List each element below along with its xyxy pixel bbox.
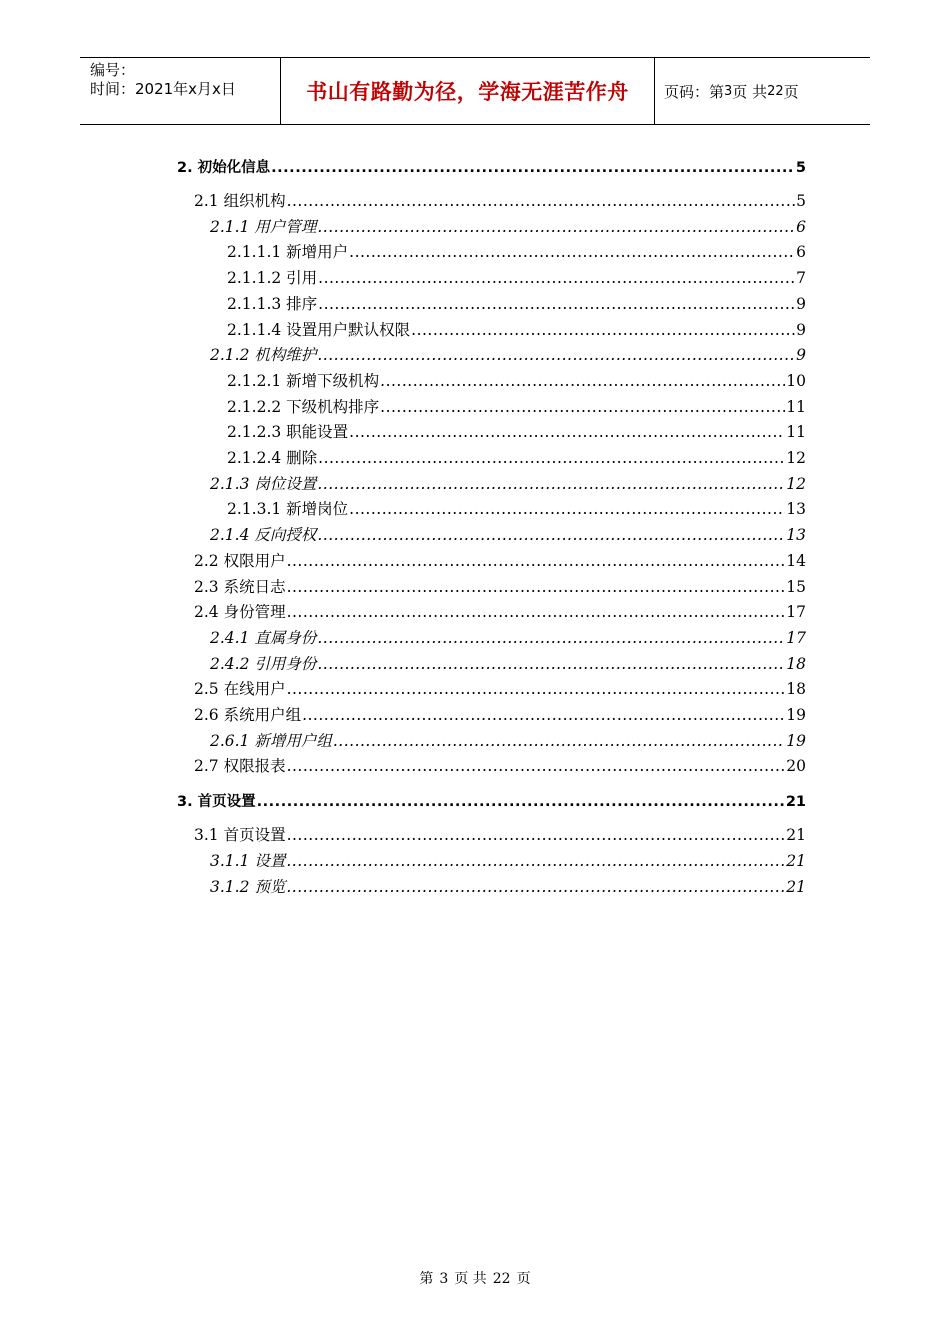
toc-entry[interactable] (227, 369, 806, 391)
toc-leader-dots (318, 295, 795, 313)
toc-entry-page: 17 (786, 603, 806, 622)
toc-entry-page: 21 (786, 851, 806, 870)
toc-entry[interactable] (210, 875, 806, 897)
toc-entry[interactable] (210, 849, 806, 871)
toc-entry-page: 9 (796, 320, 806, 339)
toc-entry[interactable] (227, 395, 806, 417)
toc-entry-label: 2.1.1.1 新增用户 (227, 243, 349, 262)
toc-entry-label: 2.6.1 新增用户组 (210, 731, 332, 750)
toc-entry[interactable] (210, 472, 806, 494)
toc-entry-label: 2.3 系统日志 (194, 577, 286, 596)
toc-entry-page: 19 (786, 731, 806, 750)
toc-leader-dots (317, 526, 785, 544)
toc-entry[interactable] (227, 420, 806, 442)
toc-leader-dots (411, 321, 795, 339)
toc-leader-dots (287, 552, 786, 570)
toc-leader-dots (286, 878, 785, 896)
toc-entry-label: 2.1.1.2 引用 (227, 269, 318, 288)
toc-entry-label: 3.1 首页设置 (194, 826, 286, 845)
toc-entry[interactable] (177, 156, 806, 178)
toc-entry[interactable] (194, 677, 806, 699)
footer-prefix: 第 (419, 1271, 434, 1287)
toc-entry-label: 2.1.2.3 职能设置 (227, 423, 349, 442)
toc-entry[interactable] (194, 600, 806, 622)
toc-leader-dots (287, 680, 786, 698)
toc-entry-label: 2.1.4 反向授权 (210, 526, 317, 545)
toc-entry-label: 2.1.3.1 新增岗位 (227, 500, 349, 519)
toc-leader-dots (287, 603, 786, 621)
toc-leader-dots (287, 826, 786, 844)
toc-entry-label: 3.1.1 设置 (210, 851, 286, 870)
footer-suffix: 页 (516, 1271, 531, 1287)
toc-entry-label: 3.1.2 预览 (210, 877, 286, 896)
header-page-suffix: 页 (783, 82, 799, 101)
toc-entry-label: 2.1.2.1 新增下级机构 (227, 371, 380, 390)
toc-entry[interactable] (227, 266, 806, 288)
toc-entry-page: 13 (786, 500, 806, 519)
toc-entry-page: 6 (796, 217, 806, 236)
footer-mid: 页 共 (454, 1271, 487, 1287)
page-header (80, 57, 870, 125)
toc-entry[interactable] (227, 292, 806, 314)
toc-entry[interactable] (177, 790, 806, 812)
toc-entry[interactable] (194, 703, 806, 725)
toc-entry-label: 2.4.2 引用身份 (210, 654, 317, 673)
toc-entry-label: 2.5 在线用户 (194, 680, 286, 699)
toc-leader-dots (317, 629, 785, 647)
toc-leader-dots (287, 578, 786, 596)
toc-entry-label: 2. 初始化信息 (177, 160, 271, 176)
toc-entry-label: 2.1.3 岗位设置 (210, 474, 317, 493)
toc-entry[interactable] (227, 497, 806, 519)
toc-entry-label: 2.7 权限报表 (194, 757, 286, 776)
toc-entry-page: 18 (786, 654, 806, 673)
footer-total: 22 (492, 1271, 511, 1287)
toc-entry-page: 5 (796, 192, 806, 210)
toc-entry-label: 2.1.1.3 排序 (227, 294, 318, 313)
header-motto: 书山有路勤为径，学海无涯苦作舟 (281, 58, 655, 124)
toc-leader-dots (287, 192, 796, 210)
toc-leader-dots (271, 160, 795, 176)
toc-leader-dots (286, 852, 785, 870)
toc-leader-dots (317, 346, 795, 364)
toc-leader-dots (317, 655, 785, 673)
toc-entry-page: 19 (786, 706, 806, 724)
toc-entry[interactable] (227, 446, 806, 468)
toc-leader-dots (333, 732, 785, 750)
toc-entry-label: 2.1.1 用户管理 (210, 217, 317, 236)
toc-entry-page: 6 (796, 243, 806, 262)
toc-entry[interactable] (227, 240, 806, 262)
toc-leader-dots (318, 269, 795, 287)
toc-leader-dots (318, 449, 785, 467)
toc-entry-label: 3. 首页设置 (177, 794, 256, 811)
toc-entry-page: 7 (796, 269, 806, 288)
toc-leader-dots (349, 423, 785, 441)
toc-entry[interactable] (210, 523, 806, 545)
toc-entry-page: 17 (786, 628, 806, 647)
toc-entry-label: 2.4.1 直属身份 (210, 628, 317, 647)
toc-entry-label: 2.1 组织机构 (194, 192, 286, 210)
toc-entry[interactable] (210, 652, 806, 674)
toc-entry[interactable] (227, 318, 806, 340)
toc-entry[interactable] (210, 729, 806, 751)
toc-entry-page: 9 (796, 346, 806, 365)
toc-entry-page: 13 (786, 526, 806, 545)
toc-entry[interactable] (194, 823, 806, 845)
toc-leader-dots (349, 243, 795, 261)
toc-entry-page: 11 (786, 397, 806, 416)
header-page-mid: 页 共 (732, 82, 768, 101)
toc-leader-dots (380, 398, 785, 416)
toc-entry-page: 10 (786, 371, 806, 390)
document-number-label: 编号： (90, 61, 136, 79)
toc-entry-label: 2.4 身份管理 (194, 603, 286, 622)
toc-entry-page: 9 (796, 294, 806, 313)
toc-entry-page: 20 (786, 757, 806, 776)
toc-entry-page: 21 (786, 877, 806, 896)
toc-entry-page: 5 (795, 160, 806, 176)
document-time-label: 时间：2021年x月x日 (90, 80, 236, 98)
toc-entry-label: 2.2 权限用户 (194, 551, 286, 570)
toc-entry-page: 12 (786, 449, 806, 467)
header-meta (80, 58, 281, 124)
toc-entry-label: 2.1.2 机构维护 (210, 346, 317, 365)
toc-entry-page: 15 (786, 577, 806, 596)
header-page-number (655, 58, 870, 124)
header-page-current: 3 (724, 83, 733, 99)
toc-leader-dots (257, 794, 785, 810)
toc-entry-page: 14 (786, 551, 806, 570)
toc-entry-label: 2.6 系统用户组 (194, 706, 302, 724)
toc-entry[interactable] (210, 626, 806, 648)
toc-entry[interactable] (194, 549, 806, 571)
toc-leader-dots (317, 475, 785, 493)
header-page-total: 22 (767, 83, 784, 99)
toc-entry-page: 21 (786, 826, 806, 845)
toc-entry-label: 2.1.2.4 删除 (227, 449, 318, 467)
page-footer (0, 1268, 950, 1288)
toc-leader-dots (287, 757, 786, 775)
toc-entry[interactable] (210, 343, 806, 365)
toc-leader-dots (317, 218, 795, 236)
header-page-prefix: 页码：第 (664, 82, 725, 101)
toc-entry-label: 2.1.2.2 下级机构排序 (227, 397, 380, 416)
toc-entry[interactable] (194, 189, 806, 211)
toc-entry-page: 18 (786, 680, 806, 699)
toc-entry[interactable] (210, 215, 806, 237)
toc-entry-page: 12 (786, 474, 806, 493)
toc-leader-dots (380, 372, 785, 390)
toc-leader-dots (349, 500, 785, 518)
footer-current: 3 (439, 1271, 449, 1287)
toc-entry-label: 2.1.1.4 设置用户默认权限 (227, 320, 411, 339)
toc-entry[interactable] (194, 575, 806, 597)
toc-entry-page: 11 (786, 423, 806, 442)
toc-leader-dots (302, 706, 785, 724)
toc-entry-page: 21 (785, 794, 806, 811)
toc-entry[interactable] (194, 754, 806, 776)
